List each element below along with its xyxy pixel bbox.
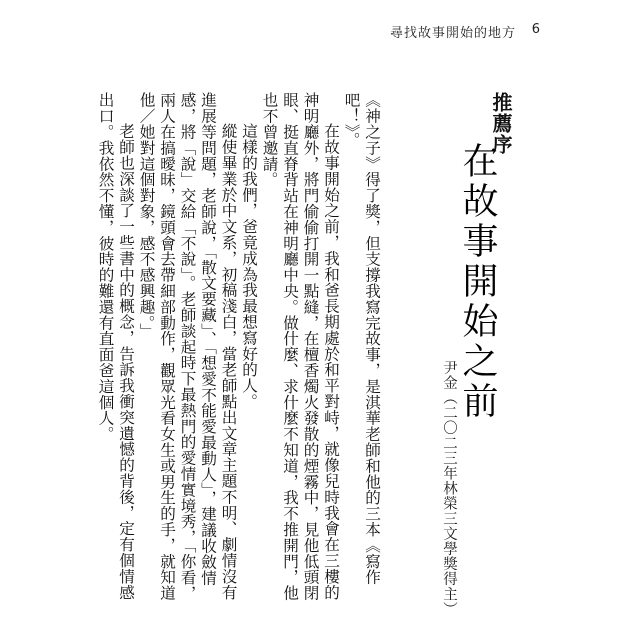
body-text bbox=[96, 92, 382, 612]
body-paragraph-5: 老師也深談了一些書中的概念，告訴我衝突遺憾的背後，定有個情感出口。我依然不懂，彼時的難還有直面爸這個人。 bbox=[96, 92, 135, 601]
running-header-title: 尋找故事開始的地方 bbox=[389, 26, 516, 41]
body-paragraph-4: 縱使畢業於中文系，初稿淺白，當老師點出文章主題不明、劇情沒有進展等問題，老師說，「散文要藏」、「想愛不能愛最動人」，建議收斂情感，將「說」交給「不說」。老師談起時下最熱門的愛情實境秀，「你看，兩人在搞曖昧，鏡頭會去帶細部動作，觀眾光看女生或男生的手，就知道他／她對這個對象，感不感興趣。」 bbox=[137, 92, 238, 602]
body-paragraph-3: 這樣的我們，爸竟成為我最想寫好的人。 bbox=[240, 123, 258, 410]
page-number: 6 bbox=[531, 22, 540, 37]
author-byline: 尹金（二〇二三年林榮三文學獎得主） bbox=[441, 360, 457, 617]
chapter-title: 在故事開始之前 bbox=[457, 142, 498, 422]
section-label: 推薦序 bbox=[489, 92, 513, 155]
body-paragraph-1: 《神之子》得了獎，但支撐我寫完故事，是淇華老師和他的三本《寫作吧！》。 bbox=[342, 92, 381, 585]
body-paragraph-2: 在故事開始之前，我和爸長期處於和平對峙，就像兒時我會在三樓的神明廳外，將門偷偷打開一點縫，在檀香燭火發散的煙霧中，見他低頭閉眼、挺直脊背站在神明廳中央。做什麼、求什麼不知道，我不推開門，他也不曾邀請。 bbox=[260, 92, 340, 601]
